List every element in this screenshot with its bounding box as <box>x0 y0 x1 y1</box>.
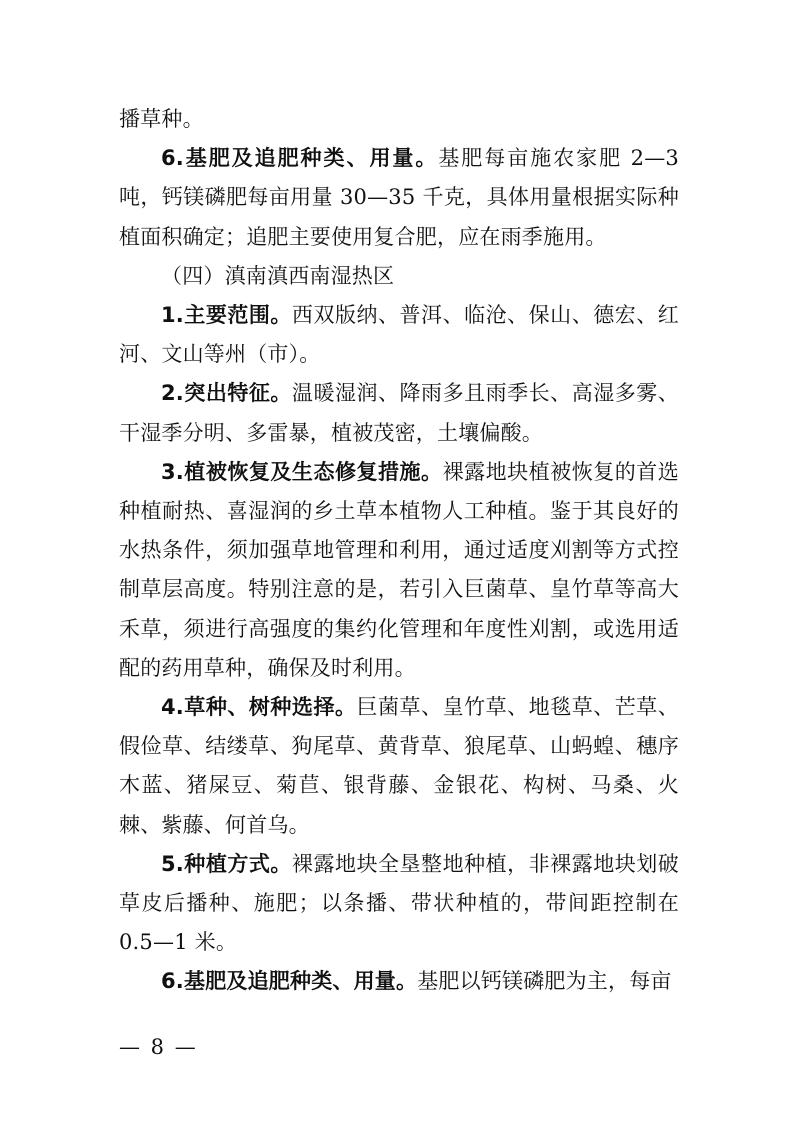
section-heading-text: （四）滇南滇西南湿热区 <box>161 263 395 288</box>
paragraph-1 <box>119 100 679 139</box>
paragraph-5 <box>119 374 679 452</box>
paragraph-6-heading: 3.植被恢复及生态修复措施。 <box>161 459 443 484</box>
paragraph-4 <box>119 296 679 374</box>
paragraph-2-heading: 6.基肥及追肥种类、用量。 <box>161 146 439 171</box>
paragraph-9 <box>119 962 679 1001</box>
paragraph-5-heading: 2.突出特征。 <box>161 381 292 406</box>
paragraph-9-text: 基肥以钙镁磷肥为主，每亩 <box>417 969 672 994</box>
paragraph-1-text: 播草种。 <box>119 107 204 131</box>
paragraph-5-text: 温暖湿润、降雨多且雨季长、高湿多雾、干湿季分明、多雷暴，植被茂密，土壤偏酸。 <box>119 381 679 445</box>
paragraph-2 <box>119 139 679 257</box>
paragraph-2-text: 基肥每亩施农家肥 2—3 吨，钙镁磷肥每亩用量 30—35 千克，具体用量根据实际种植面积确定；追肥主要使用复合肥，应在雨季施用。 <box>119 146 679 249</box>
paragraph-7-text: 巨菌草、皇竹草、地毯草、芒草、假俭草、结缕草、狗尾草、黄背草、狼尾草、山蚂蝗、穗序木蓝、猪屎豆、菊苣、银背藤、金银花、构树、马桑、火棘、紫藤、何首乌。 <box>119 695 680 837</box>
paragraph-4-text: 西双版纳、普洱、临沧、保山、德宏、红河、文山等州（市）。 <box>119 303 679 367</box>
page-number: — 8 — <box>119 1035 198 1059</box>
paragraph-7-heading: 4.草种、树种选择。 <box>161 695 357 720</box>
body-text <box>119 100 679 1002</box>
paragraph-4-heading: 1.主要范围。 <box>161 303 292 328</box>
paragraph-6-text: 裸露地块植被恢复的首选种植耐热、喜湿润的乡土草本植物人工种植。鉴于其良好的水热条件，须加强草地管理和利用，通过适度刈割等方式控制草层高度。特别注意的是，若引入巨菌草、皇竹草等高大禾草，须进行高强度的集约化管理和年度性刈割，或选用适配的药用草种，确保及时利用。 <box>119 459 679 680</box>
paragraph-8-heading: 5.种植方式。 <box>161 851 292 876</box>
paragraph-8-text: 裸露地块全垦整地种植，非裸露地块划破草皮后播种、施肥；以条播、带状种植的，带间距控制在 0.5—1 米。 <box>119 851 679 955</box>
paragraph-6 <box>119 453 679 688</box>
section-heading-4 <box>119 257 679 296</box>
paragraph-8 <box>119 845 679 963</box>
paragraph-9-heading: 6.基肥及追肥种类、用量。 <box>161 969 418 994</box>
paragraph-7 <box>119 688 679 845</box>
